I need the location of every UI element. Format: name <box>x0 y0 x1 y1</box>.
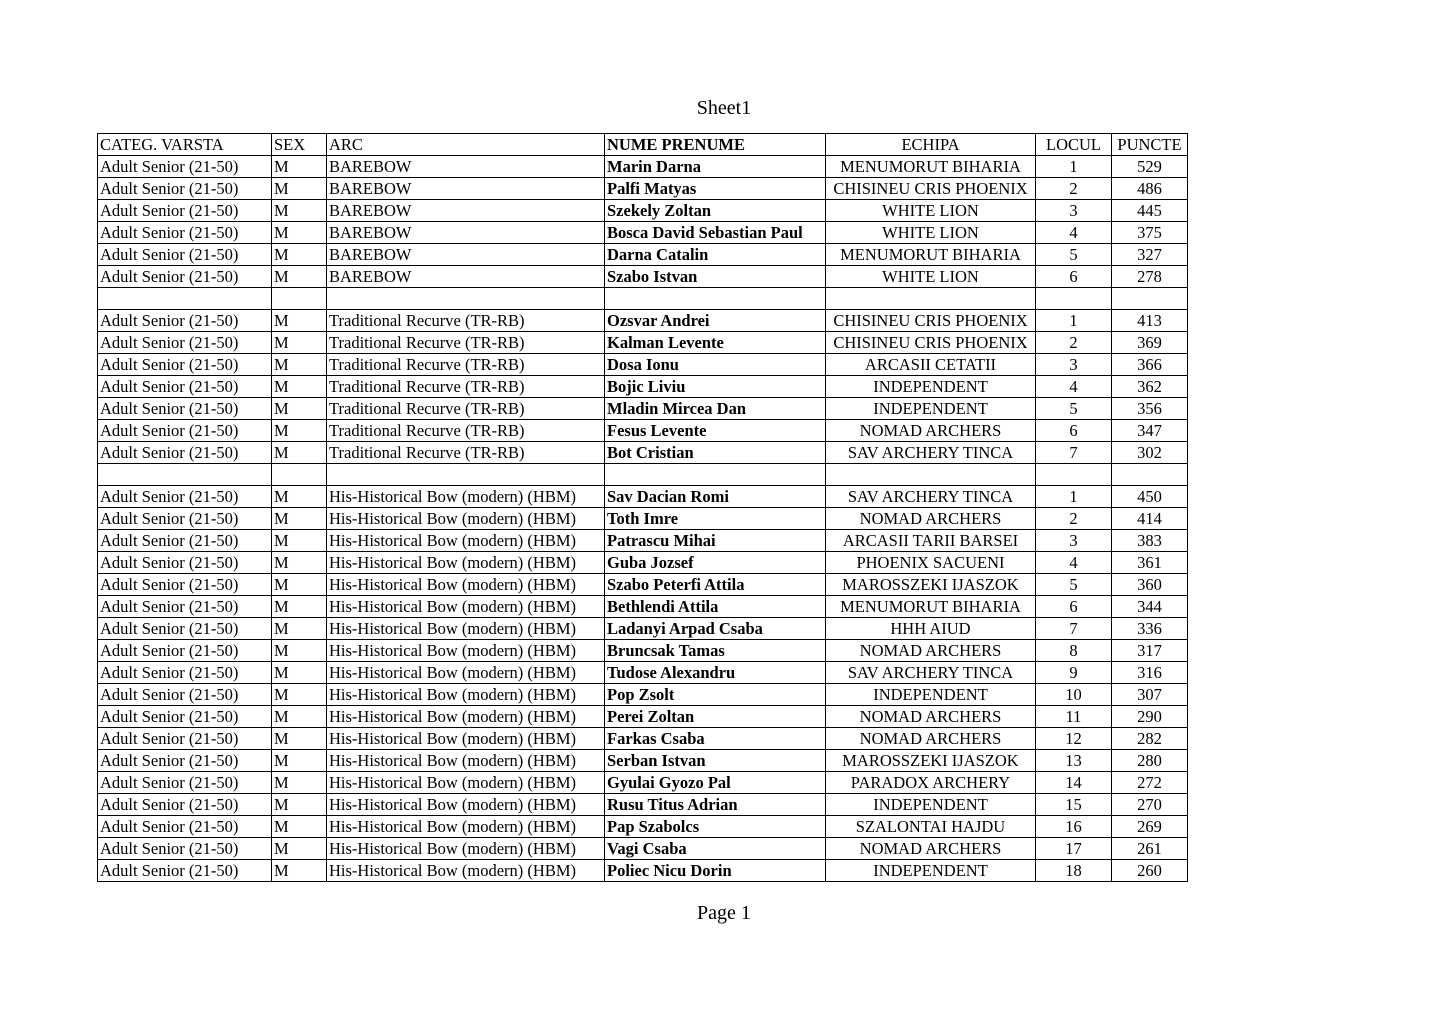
cell-arc: His-Historical Bow (modern) (HBM) <box>327 530 605 552</box>
cell-locul: 1 <box>1036 156 1112 178</box>
empty-cell <box>1112 288 1188 310</box>
cell-puncte: 282 <box>1112 728 1188 750</box>
cell-arc: Traditional Recurve (TR-RB) <box>327 442 605 464</box>
empty-cell <box>272 288 327 310</box>
cell-puncte: 369 <box>1112 332 1188 354</box>
table-row <box>98 860 1188 882</box>
cell-locul: 3 <box>1036 530 1112 552</box>
cell-echipa: WHITE LION <box>826 222 1036 244</box>
empty-cell <box>605 464 826 486</box>
cell-arc: His-Historical Bow (modern) (HBM) <box>327 662 605 684</box>
cell-arc: BAREBOW <box>327 156 605 178</box>
cell-puncte: 302 <box>1112 442 1188 464</box>
table-row <box>98 376 1188 398</box>
cell-arc: BAREBOW <box>327 178 605 200</box>
empty-cell <box>1036 288 1112 310</box>
cell-sex: M <box>272 156 327 178</box>
cell-nume-prenume: Szabo Peterfi Attila <box>605 574 826 596</box>
cell-puncte: 317 <box>1112 640 1188 662</box>
cell-sex: M <box>272 222 327 244</box>
cell-echipa: INDEPENDENT <box>826 376 1036 398</box>
cell-puncte: 383 <box>1112 530 1188 552</box>
cell-categ-varsta: Adult Senior (21-50) <box>98 354 272 376</box>
cell-categ-varsta: Adult Senior (21-50) <box>98 662 272 684</box>
cell-puncte: 356 <box>1112 398 1188 420</box>
cell-arc: His-Historical Bow (modern) (HBM) <box>327 486 605 508</box>
cell-categ-varsta: Adult Senior (21-50) <box>98 772 272 794</box>
cell-puncte: 450 <box>1112 486 1188 508</box>
cell-sex: M <box>272 508 327 530</box>
empty-cell <box>826 288 1036 310</box>
cell-locul: 7 <box>1036 618 1112 640</box>
table-body <box>98 156 1188 882</box>
cell-echipa: PHOENIX SACUENI <box>826 552 1036 574</box>
cell-categ-varsta: Adult Senior (21-50) <box>98 398 272 420</box>
cell-sex: M <box>272 838 327 860</box>
cell-locul: 12 <box>1036 728 1112 750</box>
cell-locul: 14 <box>1036 772 1112 794</box>
cell-puncte: 316 <box>1112 662 1188 684</box>
header-puncte: PUNCTE <box>1112 134 1188 156</box>
cell-arc: His-Historical Bow (modern) (HBM) <box>327 772 605 794</box>
cell-nume-prenume: Toth Imre <box>605 508 826 530</box>
cell-arc: BAREBOW <box>327 266 605 288</box>
table-row <box>98 596 1188 618</box>
cell-locul: 5 <box>1036 574 1112 596</box>
cell-nume-prenume: Poliec Nicu Dorin <box>605 860 826 882</box>
cell-locul: 2 <box>1036 508 1112 530</box>
cell-nume-prenume: Serban Istvan <box>605 750 826 772</box>
cell-categ-varsta: Adult Senior (21-50) <box>98 860 272 882</box>
cell-categ-varsta: Adult Senior (21-50) <box>98 530 272 552</box>
cell-sex: M <box>272 244 327 266</box>
cell-nume-prenume: Ozsvar Andrei <box>605 310 826 332</box>
empty-cell <box>826 464 1036 486</box>
cell-echipa: ARCASII CETATII <box>826 354 1036 376</box>
cell-sex: M <box>272 860 327 882</box>
empty-cell <box>327 288 605 310</box>
cell-categ-varsta: Adult Senior (21-50) <box>98 244 272 266</box>
header-echipa: ECHIPA <box>826 134 1036 156</box>
table-row <box>98 156 1188 178</box>
cell-sex: M <box>272 574 327 596</box>
table-row <box>98 552 1188 574</box>
cell-nume-prenume: Tudose Alexandru <box>605 662 826 684</box>
cell-puncte: 360 <box>1112 574 1188 596</box>
cell-puncte: 336 <box>1112 618 1188 640</box>
separator-row <box>98 464 1188 486</box>
cell-sex: M <box>272 684 327 706</box>
cell-locul: 15 <box>1036 794 1112 816</box>
cell-echipa: ARCASII TARII BARSEI <box>826 530 1036 552</box>
empty-cell <box>605 288 826 310</box>
cell-arc: His-Historical Bow (modern) (HBM) <box>327 684 605 706</box>
table-row <box>98 310 1188 332</box>
cell-puncte: 362 <box>1112 376 1188 398</box>
cell-categ-varsta: Adult Senior (21-50) <box>98 596 272 618</box>
cell-nume-prenume: Kalman Levente <box>605 332 826 354</box>
cell-categ-varsta: Adult Senior (21-50) <box>98 794 272 816</box>
cell-echipa: CHISINEU CRIS PHOENIX <box>826 310 1036 332</box>
cell-nume-prenume: Bosca David Sebastian Paul <box>605 222 826 244</box>
cell-arc: His-Historical Bow (modern) (HBM) <box>327 860 605 882</box>
table-row <box>98 266 1188 288</box>
cell-sex: M <box>272 376 327 398</box>
cell-echipa: NOMAD ARCHERS <box>826 838 1036 860</box>
cell-categ-varsta: Adult Senior (21-50) <box>98 420 272 442</box>
cell-puncte: 344 <box>1112 596 1188 618</box>
table-row <box>98 486 1188 508</box>
cell-nume-prenume: Szekely Zoltan <box>605 200 826 222</box>
cell-echipa: INDEPENDENT <box>826 860 1036 882</box>
table-row <box>98 508 1188 530</box>
cell-arc: His-Historical Bow (modern) (HBM) <box>327 794 605 816</box>
cell-sex: M <box>272 530 327 552</box>
cell-puncte: 529 <box>1112 156 1188 178</box>
cell-categ-varsta: Adult Senior (21-50) <box>98 310 272 332</box>
table-row <box>98 728 1188 750</box>
cell-locul: 13 <box>1036 750 1112 772</box>
cell-arc: Traditional Recurve (TR-RB) <box>327 376 605 398</box>
cell-arc: His-Historical Bow (modern) (HBM) <box>327 728 605 750</box>
table-row <box>98 574 1188 596</box>
cell-locul: 16 <box>1036 816 1112 838</box>
cell-sex: M <box>272 354 327 376</box>
cell-arc: Traditional Recurve (TR-RB) <box>327 310 605 332</box>
cell-locul: 6 <box>1036 420 1112 442</box>
cell-arc: Traditional Recurve (TR-RB) <box>327 398 605 420</box>
header-nume-prenume: NUME PRENUME <box>605 134 826 156</box>
cell-arc: His-Historical Bow (modern) (HBM) <box>327 596 605 618</box>
cell-nume-prenume: Rusu Titus Adrian <box>605 794 826 816</box>
cell-arc: His-Historical Bow (modern) (HBM) <box>327 816 605 838</box>
cell-arc: His-Historical Bow (modern) (HBM) <box>327 640 605 662</box>
cell-nume-prenume: Vagi Csaba <box>605 838 826 860</box>
cell-nume-prenume: Gyulai Gyozo Pal <box>605 772 826 794</box>
cell-puncte: 280 <box>1112 750 1188 772</box>
cell-puncte: 413 <box>1112 310 1188 332</box>
empty-cell <box>98 464 272 486</box>
cell-puncte: 375 <box>1112 222 1188 244</box>
cell-categ-varsta: Adult Senior (21-50) <box>98 376 272 398</box>
cell-categ-varsta: Adult Senior (21-50) <box>98 156 272 178</box>
cell-arc: Traditional Recurve (TR-RB) <box>327 420 605 442</box>
cell-arc: His-Historical Bow (modern) (HBM) <box>327 750 605 772</box>
cell-arc: His-Historical Bow (modern) (HBM) <box>327 618 605 640</box>
cell-nume-prenume: Bot Cristian <box>605 442 826 464</box>
table-row <box>98 398 1188 420</box>
cell-echipa: NOMAD ARCHERS <box>826 508 1036 530</box>
cell-locul: 10 <box>1036 684 1112 706</box>
cell-puncte: 307 <box>1112 684 1188 706</box>
cell-locul: 18 <box>1036 860 1112 882</box>
cell-nume-prenume: Darna Catalin <box>605 244 826 266</box>
cell-nume-prenume: Bethlendi Attila <box>605 596 826 618</box>
cell-nume-prenume: Farkas Csaba <box>605 728 826 750</box>
cell-echipa: MAROSSZEKI IJASZOK <box>826 574 1036 596</box>
cell-echipa: HHH AIUD <box>826 618 1036 640</box>
table-row <box>98 684 1188 706</box>
cell-locul: 4 <box>1036 552 1112 574</box>
cell-arc: His-Historical Bow (modern) (HBM) <box>327 706 605 728</box>
cell-sex: M <box>272 200 327 222</box>
cell-nume-prenume: Pop Zsolt <box>605 684 826 706</box>
cell-puncte: 445 <box>1112 200 1188 222</box>
cell-categ-varsta: Adult Senior (21-50) <box>98 750 272 772</box>
cell-echipa: NOMAD ARCHERS <box>826 728 1036 750</box>
cell-echipa: NOMAD ARCHERS <box>826 420 1036 442</box>
header-arc: ARC <box>327 134 605 156</box>
cell-locul: 5 <box>1036 244 1112 266</box>
cell-echipa: MENUMORUT BIHARIA <box>826 244 1036 266</box>
table-row <box>98 178 1188 200</box>
cell-categ-varsta: Adult Senior (21-50) <box>98 640 272 662</box>
results-table <box>97 133 1188 882</box>
cell-locul: 4 <box>1036 222 1112 244</box>
cell-nume-prenume: Pap Szabolcs <box>605 816 826 838</box>
cell-locul: 6 <box>1036 596 1112 618</box>
cell-locul: 4 <box>1036 376 1112 398</box>
cell-categ-varsta: Adult Senior (21-50) <box>98 728 272 750</box>
empty-cell <box>98 288 272 310</box>
cell-sex: M <box>272 486 327 508</box>
sheet-title: Sheet1 <box>696 97 752 119</box>
cell-categ-varsta: Adult Senior (21-50) <box>98 486 272 508</box>
cell-locul: 1 <box>1036 486 1112 508</box>
table-row <box>98 244 1188 266</box>
cell-puncte: 269 <box>1112 816 1188 838</box>
cell-puncte: 272 <box>1112 772 1188 794</box>
table-row <box>98 222 1188 244</box>
cell-nume-prenume: Marin Darna <box>605 156 826 178</box>
cell-categ-varsta: Adult Senior (21-50) <box>98 618 272 640</box>
cell-categ-varsta: Adult Senior (21-50) <box>98 838 272 860</box>
cell-echipa: NOMAD ARCHERS <box>826 706 1036 728</box>
table-header-row <box>98 134 1188 156</box>
cell-nume-prenume: Bojic Liviu <box>605 376 826 398</box>
cell-sex: M <box>272 310 327 332</box>
cell-echipa: INDEPENDENT <box>826 684 1036 706</box>
table-row <box>98 662 1188 684</box>
cell-nume-prenume: Mladin Mircea Dan <box>605 398 826 420</box>
cell-arc: His-Historical Bow (modern) (HBM) <box>327 508 605 530</box>
table-row <box>98 640 1188 662</box>
cell-arc: Traditional Recurve (TR-RB) <box>327 332 605 354</box>
cell-categ-varsta: Adult Senior (21-50) <box>98 684 272 706</box>
cell-echipa: CHISINEU CRIS PHOENIX <box>826 178 1036 200</box>
separator-row <box>98 288 1188 310</box>
cell-categ-varsta: Adult Senior (21-50) <box>98 266 272 288</box>
cell-sex: M <box>272 332 327 354</box>
cell-echipa: NOMAD ARCHERS <box>826 640 1036 662</box>
cell-locul: 3 <box>1036 354 1112 376</box>
cell-puncte: 260 <box>1112 860 1188 882</box>
cell-nume-prenume: Fesus Levente <box>605 420 826 442</box>
cell-puncte: 261 <box>1112 838 1188 860</box>
cell-sex: M <box>272 816 327 838</box>
cell-sex: M <box>272 266 327 288</box>
cell-echipa: SAV ARCHERY TINCA <box>826 442 1036 464</box>
cell-categ-varsta: Adult Senior (21-50) <box>98 816 272 838</box>
cell-sex: M <box>272 618 327 640</box>
empty-cell <box>327 464 605 486</box>
table-row <box>98 772 1188 794</box>
cell-arc: His-Historical Bow (modern) (HBM) <box>327 574 605 596</box>
header-locul: LOCUL <box>1036 134 1112 156</box>
table-row <box>98 816 1188 838</box>
cell-puncte: 270 <box>1112 794 1188 816</box>
cell-puncte: 486 <box>1112 178 1188 200</box>
cell-echipa: SZALONTAI HAJDU <box>826 816 1036 838</box>
cell-categ-varsta: Adult Senior (21-50) <box>98 222 272 244</box>
cell-arc: BAREBOW <box>327 200 605 222</box>
cell-sex: M <box>272 706 327 728</box>
cell-locul: 6 <box>1036 266 1112 288</box>
cell-echipa: SAV ARCHERY TINCA <box>826 662 1036 684</box>
cell-sex: M <box>272 750 327 772</box>
cell-locul: 2 <box>1036 332 1112 354</box>
cell-arc: BAREBOW <box>327 244 605 266</box>
cell-categ-varsta: Adult Senior (21-50) <box>98 706 272 728</box>
cell-locul: 7 <box>1036 442 1112 464</box>
empty-cell <box>272 464 327 486</box>
cell-arc: BAREBOW <box>327 222 605 244</box>
cell-locul: 5 <box>1036 398 1112 420</box>
cell-locul: 8 <box>1036 640 1112 662</box>
table-row <box>98 794 1188 816</box>
cell-locul: 1 <box>1036 310 1112 332</box>
cell-categ-varsta: Adult Senior (21-50) <box>98 442 272 464</box>
cell-sex: M <box>272 178 327 200</box>
cell-categ-varsta: Adult Senior (21-50) <box>98 200 272 222</box>
page-footer: Page 1 <box>697 902 751 924</box>
cell-nume-prenume: Patrascu Mihai <box>605 530 826 552</box>
cell-sex: M <box>272 442 327 464</box>
cell-nume-prenume: Palfi Matyas <box>605 178 826 200</box>
cell-categ-varsta: Adult Senior (21-50) <box>98 178 272 200</box>
cell-arc: Traditional Recurve (TR-RB) <box>327 354 605 376</box>
cell-sex: M <box>272 662 327 684</box>
cell-nume-prenume: Ladanyi Arpad Csaba <box>605 618 826 640</box>
cell-locul: 9 <box>1036 662 1112 684</box>
cell-locul: 3 <box>1036 200 1112 222</box>
table-row <box>98 200 1188 222</box>
cell-nume-prenume: Bruncsak Tamas <box>605 640 826 662</box>
cell-puncte: 278 <box>1112 266 1188 288</box>
cell-categ-varsta: Adult Senior (21-50) <box>98 574 272 596</box>
cell-echipa: MENUMORUT BIHARIA <box>826 156 1036 178</box>
cell-sex: M <box>272 420 327 442</box>
cell-echipa: WHITE LION <box>826 200 1036 222</box>
cell-echipa: CHISINEU CRIS PHOENIX <box>826 332 1036 354</box>
cell-nume-prenume: Dosa Ionu <box>605 354 826 376</box>
cell-echipa: PARADOX ARCHERY <box>826 772 1036 794</box>
table-row <box>98 618 1188 640</box>
cell-nume-prenume: Sav Dacian Romi <box>605 486 826 508</box>
table-row <box>98 354 1188 376</box>
table-row <box>98 750 1188 772</box>
empty-cell <box>1112 464 1188 486</box>
cell-puncte: 361 <box>1112 552 1188 574</box>
cell-sex: M <box>272 596 327 618</box>
cell-nume-prenume: Szabo Istvan <box>605 266 826 288</box>
cell-echipa: WHITE LION <box>826 266 1036 288</box>
cell-puncte: 347 <box>1112 420 1188 442</box>
cell-echipa: SAV ARCHERY TINCA <box>826 486 1036 508</box>
cell-echipa: INDEPENDENT <box>826 398 1036 420</box>
cell-arc: His-Historical Bow (modern) (HBM) <box>327 552 605 574</box>
cell-locul: 11 <box>1036 706 1112 728</box>
table-row <box>98 530 1188 552</box>
cell-categ-varsta: Adult Senior (21-50) <box>98 552 272 574</box>
cell-sex: M <box>272 728 327 750</box>
header-categ-varsta: CATEG. VARSTA <box>98 134 272 156</box>
cell-locul: 2 <box>1036 178 1112 200</box>
cell-puncte: 327 <box>1112 244 1188 266</box>
table-row <box>98 442 1188 464</box>
table-row <box>98 420 1188 442</box>
cell-puncte: 366 <box>1112 354 1188 376</box>
cell-nume-prenume: Guba Jozsef <box>605 552 826 574</box>
cell-sex: M <box>272 794 327 816</box>
cell-echipa: MAROSSZEKI IJASZOK <box>826 750 1036 772</box>
table-row <box>98 332 1188 354</box>
header-sex: SEX <box>272 134 327 156</box>
cell-sex: M <box>272 640 327 662</box>
cell-sex: M <box>272 772 327 794</box>
cell-puncte: 414 <box>1112 508 1188 530</box>
cell-nume-prenume: Perei Zoltan <box>605 706 826 728</box>
cell-categ-varsta: Adult Senior (21-50) <box>98 332 272 354</box>
cell-puncte: 290 <box>1112 706 1188 728</box>
table-row <box>98 706 1188 728</box>
empty-cell <box>1036 464 1112 486</box>
cell-categ-varsta: Adult Senior (21-50) <box>98 508 272 530</box>
cell-echipa: MENUMORUT BIHARIA <box>826 596 1036 618</box>
table-row <box>98 838 1188 860</box>
cell-arc: His-Historical Bow (modern) (HBM) <box>327 838 605 860</box>
cell-sex: M <box>272 398 327 420</box>
cell-echipa: INDEPENDENT <box>826 794 1036 816</box>
cell-locul: 17 <box>1036 838 1112 860</box>
cell-sex: M <box>272 552 327 574</box>
